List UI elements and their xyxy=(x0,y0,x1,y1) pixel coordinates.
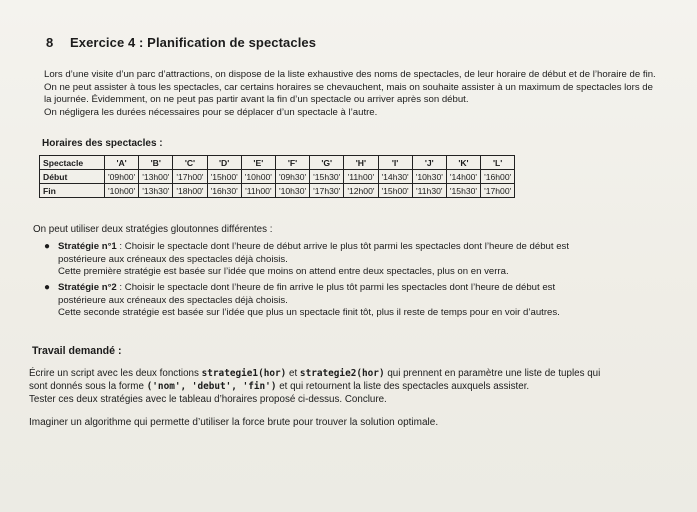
table-cell: '13h30' xyxy=(139,184,173,198)
table-cell: 'G' xyxy=(310,156,344,170)
strategy-1-line-2: postérieure aux créneaux des spectacles déjà choisis. xyxy=(58,253,288,265)
function-name-2: strategie2(hor) xyxy=(299,368,385,379)
table-cell: '12h00' xyxy=(344,184,378,198)
table-cell: '16h30' xyxy=(207,184,241,198)
table-cell: 'H' xyxy=(344,156,378,170)
tuple-format: ('nom', 'debut', 'fin') xyxy=(146,381,277,392)
intro-text xyxy=(44,69,656,119)
table-cell: '11h00' xyxy=(344,170,378,184)
table-header-row xyxy=(40,156,515,170)
intro-paragraph-1: Lors d’une visite d’un parc d’attractions, on dispose de la liste exhaustive des noms de spectacles, de leur horaire de début et de l’horaire de fin. On ne peut assister à tous les spectacles, car certains horaires se chevauchent, mais on souhaite assister à un maximum de spectacles lors de la journée. Évidemment, on ne peut pas partir avant la fin d’un spectacle ou arriver après son début. xyxy=(44,69,656,106)
exercise-number: 8 xyxy=(46,35,54,50)
strategy-1-text: : Choisir le spectacle dont l’heure de début arrive le plus tôt parmi les spectacles dont l’heure de début est xyxy=(116,241,569,252)
travail-line-1 xyxy=(29,367,679,380)
strategy-1 xyxy=(44,241,658,279)
final-question: Imaginer un algorithme qui permette d’utiliser la force brute pour trouver la solution optimale. xyxy=(29,417,439,428)
strategy-1-line-1 xyxy=(58,241,658,254)
table-row xyxy=(40,184,515,198)
table-cell: '14h00' xyxy=(446,170,480,184)
strategy-1-line-3: Cette première stratégie est basée sur l’idée que moins on attend entre deux spectacles, plus on en verra. xyxy=(58,266,509,278)
strategy-2-label: Stratégie n°2 xyxy=(58,282,117,293)
travail-title: Travail demandé : xyxy=(32,345,122,357)
table-cell: '10h30' xyxy=(275,184,309,198)
table-cell: '18h00' xyxy=(173,184,207,198)
table-cell: '15h00' xyxy=(378,184,412,198)
table-cell: 'E' xyxy=(241,156,275,170)
table-cell: '11h30' xyxy=(412,184,446,198)
table-cell: '09h30' xyxy=(275,170,309,184)
table-cell: '17h00' xyxy=(481,184,515,198)
table-cell: '15h00' xyxy=(207,170,241,184)
strategy-2-line-3: Cette seconde stratégie est basée sur l’idée que plus un spectacle finit tôt, plus il reste de temps pour en voir d’autres. xyxy=(58,307,560,319)
table-cell: '09h00' xyxy=(105,170,139,184)
intro-paragraph-2: On négligera les durées nécessaires pour se déplacer d’un spectacle à l’autre. xyxy=(44,106,378,118)
table-cell: 'K' xyxy=(446,156,480,170)
travail-line-2 xyxy=(29,380,679,393)
strategy-2 xyxy=(44,282,658,320)
travail-line-1-end: qui prennent en paramètre une liste de tuples qui xyxy=(384,368,601,379)
travail-line-2-end: et qui retournent la liste des spectacles auxquels assister. xyxy=(276,381,530,392)
table-cell: 'B' xyxy=(139,156,173,170)
table-row-header: Spectacle xyxy=(40,156,105,170)
table-cell: 'C' xyxy=(173,156,207,170)
table-cell: 'A' xyxy=(105,156,139,170)
table-cell: '10h00' xyxy=(241,170,275,184)
exercise-heading xyxy=(46,35,316,50)
table-row-header: Fin xyxy=(40,184,105,198)
table-cell: 'F' xyxy=(275,156,309,170)
strategy-2-text: : Choisir le spectacle dont l’heure de fin arrive le plus tôt parmi les spectacles dont l’heure de début est xyxy=(116,282,556,293)
table-cell: '17h00' xyxy=(173,170,207,184)
table-cell: 'D' xyxy=(207,156,241,170)
travail-text xyxy=(29,367,679,406)
table-cell: '17h30' xyxy=(310,184,344,198)
table-cell: 'L' xyxy=(481,156,515,170)
travail-line-1-mid: et xyxy=(286,368,300,379)
strategy-2-line-2: postérieure aux créneaux des spectacles déjà choisis. xyxy=(58,294,288,306)
table-cell: '14h30' xyxy=(378,170,412,184)
schedule-table xyxy=(39,155,515,198)
table-row xyxy=(40,170,515,184)
table-cell: 'I' xyxy=(378,156,412,170)
table-cell: '16h00' xyxy=(481,170,515,184)
travail-line-1-start: Écrire un script avec les deux fonctions xyxy=(29,368,202,379)
table-cell: '13h00' xyxy=(139,170,173,184)
strategy-2-line-1 xyxy=(58,282,658,295)
table-cell: '10h30' xyxy=(412,170,446,184)
strategies-intro: On peut utiliser deux stratégies gloutonnes différentes : xyxy=(33,224,273,235)
table-cell: '10h00' xyxy=(105,184,139,198)
table-cell: '11h00' xyxy=(241,184,275,198)
strategy-1-label: Stratégie n°1 xyxy=(58,241,117,252)
table-cell: '15h30' xyxy=(310,170,344,184)
travail-line-2-start: sont donnés sous la forme xyxy=(29,381,147,392)
function-name-1: strategie1(hor) xyxy=(201,368,287,379)
bullet-icon: ● xyxy=(44,282,51,293)
table-cell: 'J' xyxy=(412,156,446,170)
bullet-icon: ● xyxy=(44,241,51,252)
exercise-title: Exercice 4 : Planification de spectacles xyxy=(70,35,317,50)
travail-line-3: Tester ces deux stratégies avec le tableau d’horaires proposé ci-dessus. Conclure. xyxy=(29,394,387,405)
table-row-header: Début xyxy=(40,170,105,184)
table-title: Horaires des spectacles : xyxy=(42,138,163,149)
table-cell: '15h30' xyxy=(446,184,480,198)
